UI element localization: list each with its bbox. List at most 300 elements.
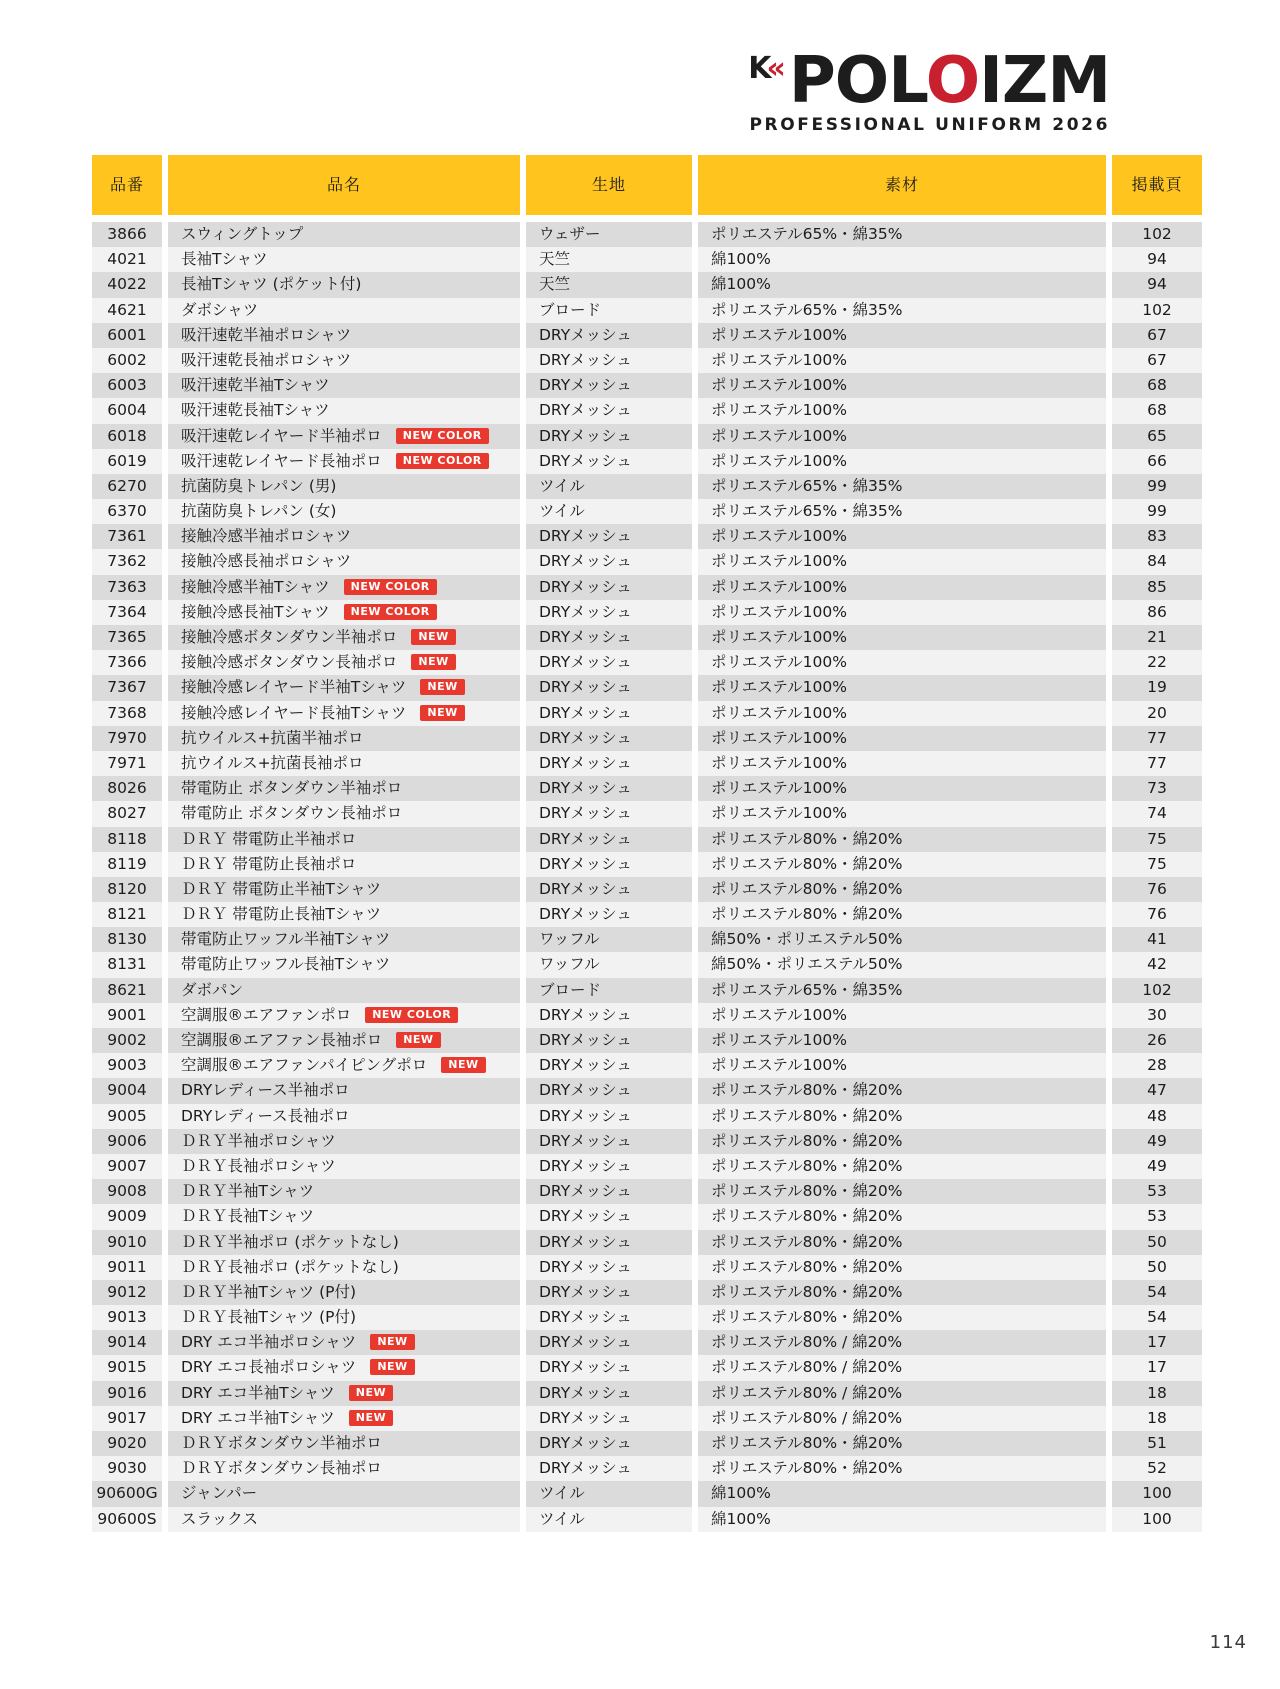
product-name-cell: [168, 373, 520, 398]
page-cell: 94: [1112, 272, 1202, 297]
fabric-cell: DRYメッシュ: [526, 751, 692, 776]
product-name-cell: [168, 1003, 520, 1028]
page-cell: 26: [1112, 1028, 1202, 1053]
page-cell: 54: [1112, 1280, 1202, 1305]
product-code-cell: 8120: [92, 877, 162, 902]
product-code-cell: 8131: [92, 952, 162, 977]
product-name-text: 接触冷感半袖ポロシャツ: [181, 527, 352, 546]
wordmark-red-o: O: [925, 44, 980, 118]
product-name-text: 帯電防止ワッフル半袖Tシャツ: [181, 930, 391, 949]
page-cell: 48: [1112, 1104, 1202, 1129]
product-name-text: ＤＲＹ長袖Tシャツ (P付): [181, 1308, 357, 1327]
page-cell: 75: [1112, 827, 1202, 852]
page-cell: 73: [1112, 776, 1202, 801]
table-row: [92, 1154, 1202, 1179]
product-name-text: 接触冷感ボタンダウン半袖ポロ: [181, 628, 398, 646]
material-cell: ポリエステル100%: [698, 398, 1106, 423]
page-cell: 22: [1112, 650, 1202, 675]
material-cell: ポリエステル65%・綿35%: [698, 222, 1106, 247]
fabric-cell: ツイル: [526, 499, 692, 524]
product-code-cell: 9010: [92, 1230, 162, 1255]
material-cell: ポリエステル80%・綿20%: [698, 902, 1106, 927]
material-cell: ポリエステル80%・綿20%: [698, 1456, 1106, 1481]
product-name-text: DRYレディース長袖ポロ: [181, 1106, 350, 1125]
product-name-text: 吸汗速乾レイヤード半袖ポロ: [181, 426, 382, 445]
header-product-code: 品番: [92, 155, 162, 215]
table-row: [92, 776, 1202, 801]
fabric-cell: DRYメッシュ: [526, 877, 692, 902]
table-row: [92, 1330, 1202, 1355]
product-name-text: ＤＲＹ半袖ポロシャツ: [181, 1131, 336, 1150]
product-name-cell: [168, 298, 520, 323]
new-badge: NEW: [370, 1359, 414, 1375]
product-name-text: DRY エコ長袖ポロシャツ: [181, 1358, 357, 1377]
product-name-text: 接触冷感半袖Tシャツ: [181, 577, 330, 596]
new-color-badge: NEW COLOR: [396, 453, 489, 469]
product-code-cell: 7971: [92, 751, 162, 776]
product-name-text: スウィングトップ: [181, 225, 304, 243]
brand-mark-k: K: [748, 51, 770, 86]
product-name-cell: [168, 726, 520, 751]
material-cell: ポリエステル100%: [698, 1053, 1106, 1078]
product-code-cell: 9005: [92, 1104, 162, 1129]
product-name-text: 吸汗速乾レイヤード長袖ポロ: [181, 451, 382, 470]
material-cell: ポリエステル80%・綿20%: [698, 1431, 1106, 1456]
fabric-cell: DRYメッシュ: [526, 776, 692, 801]
new-color-badge: NEW COLOR: [365, 1007, 458, 1023]
fabric-cell: DRYメッシュ: [526, 1154, 692, 1179]
page-cell: 86: [1112, 600, 1202, 625]
fabric-cell: DRYメッシュ: [526, 1255, 692, 1280]
product-code-cell: 3866: [92, 222, 162, 247]
product-name-cell: [168, 424, 520, 449]
product-code-cell: 7368: [92, 701, 162, 726]
table-row: [92, 701, 1202, 726]
product-code-cell: 9014: [92, 1330, 162, 1355]
table-row: [92, 1028, 1202, 1053]
product-name-text: 空調服®エアファンポロ: [181, 1005, 352, 1024]
material-cell: 綿50%・ポリエステル50%: [698, 927, 1106, 952]
material-cell: 綿50%・ポリエステル50%: [698, 952, 1106, 977]
product-name-cell: [168, 398, 520, 423]
fabric-cell: DRYメッシュ: [526, 323, 692, 348]
fabric-cell: DRYメッシュ: [526, 524, 692, 549]
product-code-cell: 6018: [92, 424, 162, 449]
page-cell: 50: [1112, 1255, 1202, 1280]
table-row: [92, 1053, 1202, 1078]
page-cell: 51: [1112, 1431, 1202, 1456]
fabric-cell: DRYメッシュ: [526, 398, 692, 423]
product-code-cell: 9006: [92, 1129, 162, 1154]
product-name-text: DRY エコ半袖Tシャツ: [181, 1383, 335, 1402]
product-name-text: 帯電防止 ボタンダウン長袖ポロ: [181, 804, 403, 823]
page-cell: 77: [1112, 751, 1202, 776]
fabric-cell: DRYメッシュ: [526, 726, 692, 751]
product-name-cell: [168, 348, 520, 373]
material-cell: ポリエステル80%・綿20%: [698, 852, 1106, 877]
table-row: [92, 1431, 1202, 1456]
fabric-cell: DRYメッシュ: [526, 1078, 692, 1103]
product-code-cell: 9009: [92, 1204, 162, 1229]
fabric-cell: DRYメッシュ: [526, 1179, 692, 1204]
table-row: [92, 575, 1202, 600]
table-row: [92, 902, 1202, 927]
product-code-cell: 8026: [92, 776, 162, 801]
header-material: 素材: [698, 155, 1106, 215]
page-cell: 21: [1112, 625, 1202, 650]
table-body: [92, 222, 1202, 1532]
material-cell: ポリエステル80%・綿20%: [698, 1078, 1106, 1103]
page-cell: 66: [1112, 449, 1202, 474]
fabric-cell: DRYメッシュ: [526, 1406, 692, 1431]
brand-subtitle: PROFESSIONAL UNIFORM 2026: [749, 114, 1110, 135]
page-cell: 100: [1112, 1481, 1202, 1506]
fabric-cell: DRYメッシュ: [526, 902, 692, 927]
product-code-cell: 7363: [92, 575, 162, 600]
material-cell: 綿100%: [698, 272, 1106, 297]
product-name-text: ＤＲＹ 帯電防止長袖ポロ: [181, 854, 357, 873]
material-cell: ポリエステル100%: [698, 323, 1106, 348]
material-cell: ポリエステル100%: [698, 751, 1106, 776]
page-cell: 68: [1112, 373, 1202, 398]
table-row: [92, 298, 1202, 323]
fabric-cell: ワッフル: [526, 927, 692, 952]
page-cell: 83: [1112, 524, 1202, 549]
table-row: [92, 852, 1202, 877]
fabric-cell: DRYメッシュ: [526, 373, 692, 398]
fabric-cell: DRYメッシュ: [526, 449, 692, 474]
product-code-cell: 6019: [92, 449, 162, 474]
new-badge: NEW: [420, 679, 464, 695]
table-row: [92, 449, 1202, 474]
product-name-text: 吸汗速乾長袖Tシャツ: [181, 401, 330, 420]
material-cell: ポリエステル100%: [698, 1003, 1106, 1028]
table-row: [92, 1381, 1202, 1406]
product-name-cell: [168, 1154, 520, 1179]
new-badge: NEW: [396, 1032, 440, 1048]
fabric-cell: DRYメッシュ: [526, 801, 692, 826]
product-name-cell: [168, 524, 520, 549]
brand-wordmark: [788, 44, 1110, 118]
material-cell: ポリエステル65%・綿35%: [698, 298, 1106, 323]
product-name-cell: [168, 952, 520, 977]
product-name-text: 長袖Tシャツ: [181, 250, 268, 269]
material-cell: ポリエステル100%: [698, 675, 1106, 700]
table-row: [92, 927, 1202, 952]
material-cell: ポリエステル80% / 綿20%: [698, 1381, 1106, 1406]
page-cell: 42: [1112, 952, 1202, 977]
material-cell: ポリエステル100%: [698, 524, 1106, 549]
fabric-cell: ウェザー: [526, 222, 692, 247]
page-cell: 50: [1112, 1230, 1202, 1255]
table-row: [92, 1129, 1202, 1154]
page-cell: 30: [1112, 1003, 1202, 1028]
product-name-text: 抗菌防臭トレパン (男): [181, 476, 337, 495]
page-cell: 99: [1112, 499, 1202, 524]
table-header-row: [92, 155, 1202, 215]
table-row: [92, 1355, 1202, 1380]
page-cell: 102: [1112, 222, 1202, 247]
fabric-cell: DRYメッシュ: [526, 1330, 692, 1355]
fabric-cell: ツイル: [526, 1507, 692, 1532]
material-cell: ポリエステル80% / 綿20%: [698, 1355, 1106, 1380]
page-cell: 67: [1112, 323, 1202, 348]
fabric-cell: DRYメッシュ: [526, 549, 692, 574]
product-name-text: 空調服®エアファンパイピングポロ: [181, 1056, 428, 1075]
product-name-text: ＤＲＹ長袖Tシャツ: [181, 1207, 315, 1226]
product-code-cell: 9017: [92, 1406, 162, 1431]
product-name-text: ＤＲＹ長袖ポロシャツ: [181, 1156, 336, 1175]
table-row: [92, 1456, 1202, 1481]
product-name-text: ダボパン: [181, 980, 244, 999]
material-cell: ポリエステル100%: [698, 575, 1106, 600]
page-cell: 41: [1112, 927, 1202, 952]
product-name-text: ＤＲＹ半袖ポロ (ポケットなし): [181, 1232, 399, 1251]
table-row: [92, 247, 1202, 272]
table-row: [92, 600, 1202, 625]
page-cell: 84: [1112, 549, 1202, 574]
product-name-cell: [168, 272, 520, 297]
product-code-cell: 9007: [92, 1154, 162, 1179]
fabric-cell: DRYメッシュ: [526, 600, 692, 625]
table-row: [92, 625, 1202, 650]
product-code-cell: 90600G: [92, 1481, 162, 1506]
page-cell: 68: [1112, 398, 1202, 423]
fabric-cell: DRYメッシュ: [526, 1003, 692, 1028]
material-cell: ポリエステル65%・綿35%: [698, 978, 1106, 1003]
fabric-cell: DRYメッシュ: [526, 1053, 692, 1078]
product-name-cell: [168, 449, 520, 474]
table-row: [92, 1507, 1202, 1532]
product-name-text: ＤＲＹ半袖Tシャツ (P付): [181, 1282, 357, 1301]
product-code-cell: 8027: [92, 801, 162, 826]
material-cell: ポリエステル80%・綿20%: [698, 1129, 1106, 1154]
header-fabric: 生地: [526, 155, 692, 215]
table-row: [92, 1406, 1202, 1431]
page-cell: 102: [1112, 978, 1202, 1003]
fabric-cell: DRYメッシュ: [526, 1305, 692, 1330]
product-code-cell: 6004: [92, 398, 162, 423]
fabric-cell: DRYメッシュ: [526, 701, 692, 726]
material-cell: ポリエステル80%・綿20%: [698, 1104, 1106, 1129]
fabric-cell: DRYメッシュ: [526, 675, 692, 700]
product-name-text: ＤＲＹボタンダウン長袖ポロ: [181, 1459, 382, 1478]
material-cell: ポリエステル80%・綿20%: [698, 1204, 1106, 1229]
page-cell: 47: [1112, 1078, 1202, 1103]
product-code-cell: 9016: [92, 1381, 162, 1406]
page-cell: 65: [1112, 424, 1202, 449]
fabric-cell: DRYメッシュ: [526, 827, 692, 852]
fabric-cell: DRYメッシュ: [526, 650, 692, 675]
product-name-text: 吸汗速乾長袖ポロシャツ: [181, 350, 352, 369]
page-cell: 17: [1112, 1330, 1202, 1355]
product-name-cell: [168, 852, 520, 877]
page-cell: 76: [1112, 902, 1202, 927]
fabric-cell: ツイル: [526, 474, 692, 499]
material-cell: ポリエステル100%: [698, 449, 1106, 474]
product-name-text: ＤＲＹ 帯電防止半袖Tシャツ: [181, 879, 382, 898]
product-name-cell: [168, 1456, 520, 1481]
page-cell: 53: [1112, 1204, 1202, 1229]
material-cell: 綿100%: [698, 247, 1106, 272]
product-name-cell: [168, 575, 520, 600]
material-cell: ポリエステル65%・綿35%: [698, 474, 1106, 499]
product-name-cell: [168, 549, 520, 574]
fabric-cell: DRYメッシュ: [526, 625, 692, 650]
product-name-cell: [168, 701, 520, 726]
product-name-cell: [168, 323, 520, 348]
new-color-badge: NEW COLOR: [396, 428, 489, 444]
product-code-cell: 6270: [92, 474, 162, 499]
product-name-cell: [168, 1305, 520, 1330]
material-cell: 綿100%: [698, 1507, 1106, 1532]
fabric-cell: ワッフル: [526, 952, 692, 977]
page-cell: 94: [1112, 247, 1202, 272]
table-row: [92, 675, 1202, 700]
table-row: [92, 1204, 1202, 1229]
product-name-cell: [168, 675, 520, 700]
table-row: [92, 1230, 1202, 1255]
product-name-text: ＤＲＹ長袖ポロ (ポケットなし): [181, 1257, 399, 1276]
product-name-text: ＤＲＹ 帯電防止半袖ポロ: [181, 829, 357, 848]
product-code-cell: 9030: [92, 1456, 162, 1481]
table-row: [92, 222, 1202, 247]
fabric-cell: DRYメッシュ: [526, 1456, 692, 1481]
wordmark-pre: POL: [788, 44, 926, 118]
table-row: [92, 650, 1202, 675]
product-code-cell: 7364: [92, 600, 162, 625]
material-cell: ポリエステル65%・綿35%: [698, 499, 1106, 524]
table-row: [92, 348, 1202, 373]
product-name-cell: [168, 1431, 520, 1456]
material-cell: ポリエステル100%: [698, 625, 1106, 650]
product-code-cell: 9012: [92, 1280, 162, 1305]
page-cell: 76: [1112, 877, 1202, 902]
product-code-cell: 7361: [92, 524, 162, 549]
material-cell: ポリエステル100%: [698, 776, 1106, 801]
new-badge: NEW: [411, 629, 455, 645]
product-name-text: 接触冷感レイヤード長袖Tシャツ: [181, 703, 407, 722]
product-name-cell: [168, 1507, 520, 1532]
product-code-cell: 8121: [92, 902, 162, 927]
brand-mark-chevron-icon: «: [766, 51, 786, 86]
product-name-cell: [168, 1053, 520, 1078]
product-index-table: [92, 155, 1202, 1532]
product-name-cell: [168, 1255, 520, 1280]
table-row: [92, 424, 1202, 449]
material-cell: ポリエステル80%・綿20%: [698, 1305, 1106, 1330]
product-name-text: 抗ウイルス+抗菌長袖ポロ: [181, 753, 364, 772]
product-code-cell: 8118: [92, 827, 162, 852]
product-code-cell: 7366: [92, 650, 162, 675]
page-cell: 53: [1112, 1179, 1202, 1204]
product-code-cell: 9020: [92, 1431, 162, 1456]
table-row: [92, 1104, 1202, 1129]
product-name-cell: [168, 1129, 520, 1154]
product-code-cell: 6003: [92, 373, 162, 398]
new-badge: NEW: [349, 1385, 393, 1401]
product-name-text: スラックス: [181, 1509, 259, 1528]
product-name-text: DRYレディース半袖ポロ: [181, 1081, 350, 1100]
table-row: [92, 952, 1202, 977]
fabric-cell: 天竺: [526, 247, 692, 272]
product-code-cell: 4022: [92, 272, 162, 297]
product-name-cell: [168, 1355, 520, 1380]
table-row: [92, 1179, 1202, 1204]
product-code-cell: 6002: [92, 348, 162, 373]
material-cell: ポリエステル80%・綿20%: [698, 1280, 1106, 1305]
brand-mark-icon: [748, 51, 786, 86]
page-cell: 18: [1112, 1381, 1202, 1406]
product-code-cell: 8130: [92, 927, 162, 952]
table-row: [92, 549, 1202, 574]
wordmark-post: IZM: [979, 44, 1110, 118]
new-badge: NEW: [441, 1057, 485, 1073]
product-name-text: 接触冷感長袖Tシャツ: [181, 602, 330, 621]
product-name-text: ＤＲＹボタンダウン半袖ポロ: [181, 1434, 382, 1452]
material-cell: ポリエステル80%・綿20%: [698, 827, 1106, 852]
material-cell: ポリエステル80%・綿20%: [698, 1255, 1106, 1280]
page-cell: 75: [1112, 852, 1202, 877]
product-name-text: 抗菌防臭トレパン (女): [181, 502, 337, 521]
fabric-cell: ツイル: [526, 1481, 692, 1506]
product-name-cell: [168, 222, 520, 247]
page-cell: 67: [1112, 348, 1202, 373]
table-row: [92, 398, 1202, 423]
fabric-cell: DRYメッシュ: [526, 1129, 692, 1154]
fabric-cell: DRYメッシュ: [526, 1104, 692, 1129]
material-cell: ポリエステル80%・綿20%: [698, 1179, 1106, 1204]
page-cell: 52: [1112, 1456, 1202, 1481]
product-name-text: 帯電防止 ボタンダウン半袖ポロ: [181, 779, 403, 798]
product-code-cell: 90600S: [92, 1507, 162, 1532]
table-row: [92, 877, 1202, 902]
table-row: [92, 1305, 1202, 1330]
product-code-cell: 9008: [92, 1179, 162, 1204]
product-code-cell: 4021: [92, 247, 162, 272]
header-page: 掲載頁: [1112, 155, 1202, 215]
material-cell: ポリエステル100%: [698, 701, 1106, 726]
page-cell: 77: [1112, 726, 1202, 751]
new-badge: NEW: [370, 1334, 414, 1350]
product-name-cell: [168, 877, 520, 902]
material-cell: ポリエステル80% / 綿20%: [698, 1330, 1106, 1355]
fabric-cell: DRYメッシュ: [526, 424, 692, 449]
product-code-cell: 9001: [92, 1003, 162, 1028]
product-name-text: 長袖Tシャツ (ポケット付): [181, 275, 362, 294]
fabric-cell: DRYメッシュ: [526, 1355, 692, 1380]
product-name-text: ＤＲＹ半袖Tシャツ: [181, 1182, 315, 1201]
fabric-cell: ブロード: [526, 298, 692, 323]
product-name-text: 空調服®エアファン長袖ポロ: [181, 1031, 383, 1049]
fabric-cell: DRYメッシュ: [526, 1280, 692, 1305]
material-cell: ポリエステル80% / 綿20%: [698, 1406, 1106, 1431]
table-row: [92, 1255, 1202, 1280]
page-cell: 20: [1112, 701, 1202, 726]
product-name-text: ジャンパー: [181, 1484, 258, 1503]
product-name-text: 接触冷感ボタンダウン長袖ポロ: [181, 653, 398, 672]
material-cell: ポリエステル100%: [698, 650, 1106, 675]
material-cell: ポリエステル100%: [698, 549, 1106, 574]
product-name-cell: [168, 1381, 520, 1406]
product-name-cell: [168, 625, 520, 650]
product-name-text: 接触冷感長袖ポロシャツ: [181, 552, 352, 571]
page-cell: 102: [1112, 298, 1202, 323]
page-cell: 17: [1112, 1355, 1202, 1380]
table-row: [92, 524, 1202, 549]
product-name-cell: [168, 499, 520, 524]
product-name-text: DRY エコ半袖Tシャツ: [181, 1408, 335, 1427]
